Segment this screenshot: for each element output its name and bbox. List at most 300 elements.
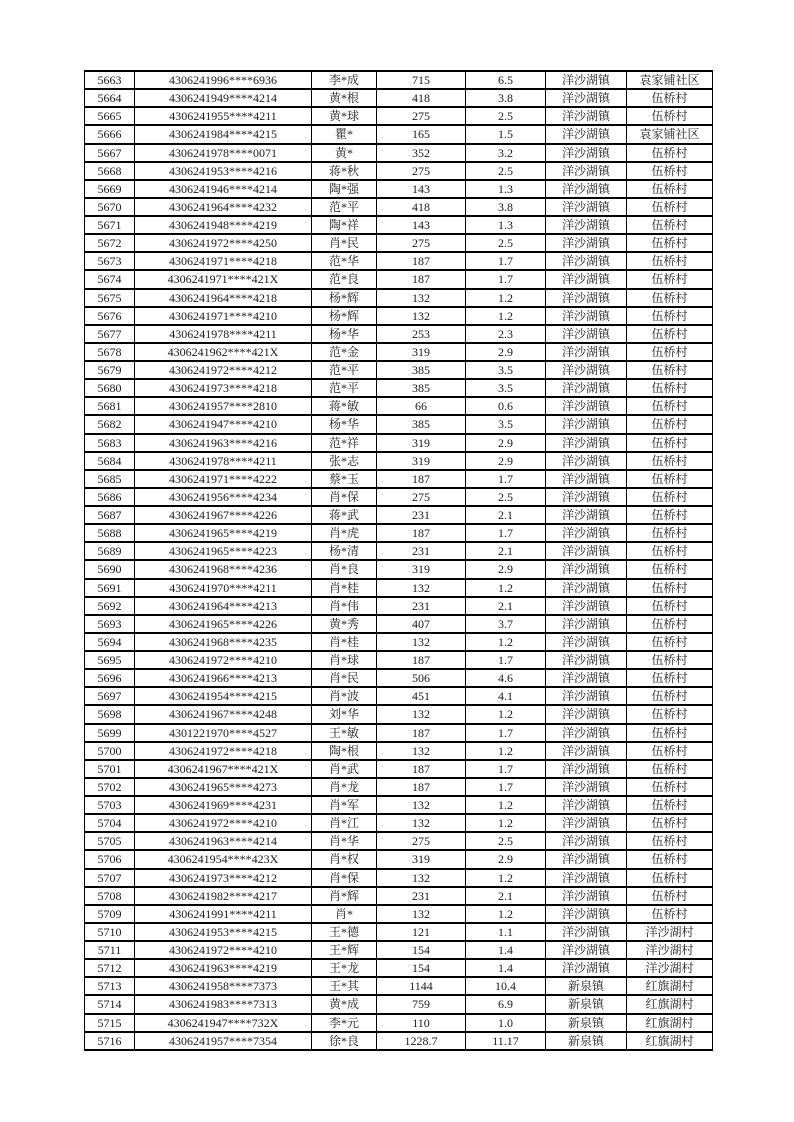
cell-id-number: 4306241954****423X xyxy=(135,850,312,868)
cell-name: 陶*根 xyxy=(312,742,377,760)
cell-id-number: 4306241983****7313 xyxy=(135,995,312,1013)
cell-village: 红旗湖村 xyxy=(627,1032,713,1050)
cell-seq: 5700 xyxy=(85,742,135,760)
cell-seq: 5710 xyxy=(85,923,135,941)
cell-amount: 275 xyxy=(377,234,466,252)
cell-town: 洋沙湖镇 xyxy=(546,705,627,723)
cell-id-number: 4306241948****4219 xyxy=(135,216,312,234)
cell-rate: 1.2 xyxy=(466,705,546,723)
cell-name: 王*其 xyxy=(312,977,377,995)
cell-seq: 5684 xyxy=(85,452,135,470)
table-row xyxy=(85,361,713,379)
cell-seq: 5703 xyxy=(85,796,135,814)
cell-amount: 132 xyxy=(377,579,466,597)
cell-town: 洋沙湖镇 xyxy=(546,941,627,959)
cell-name: 肖*龙 xyxy=(312,778,377,796)
cell-rate: 2.1 xyxy=(466,887,546,905)
cell-rate: 2.5 xyxy=(466,832,546,850)
cell-name: 李*成 xyxy=(312,71,377,89)
cell-seq: 5704 xyxy=(85,814,135,832)
cell-seq: 5665 xyxy=(85,107,135,125)
cell-rate: 2.5 xyxy=(466,162,546,180)
cell-id-number: 4306241972****4210 xyxy=(135,941,312,959)
cell-name: 王*龙 xyxy=(312,959,377,977)
cell-amount: 132 xyxy=(377,742,466,760)
cell-village: 袁家铺社区 xyxy=(627,71,713,89)
cell-amount: 132 xyxy=(377,869,466,887)
cell-town: 洋沙湖镇 xyxy=(546,307,627,325)
cell-town: 洋沙湖镇 xyxy=(546,379,627,397)
cell-rate: 3.2 xyxy=(466,144,546,162)
beneficiary-table xyxy=(84,70,713,1051)
cell-rate: 1.2 xyxy=(466,814,546,832)
cell-amount: 418 xyxy=(377,198,466,216)
cell-town: 洋沙湖镇 xyxy=(546,597,627,615)
table-row xyxy=(85,742,713,760)
cell-rate: 2.9 xyxy=(466,434,546,452)
cell-village: 伍桥村 xyxy=(627,89,713,107)
cell-town: 洋沙湖镇 xyxy=(546,869,627,887)
cell-name: 肖*江 xyxy=(312,814,377,832)
cell-amount: 319 xyxy=(377,452,466,470)
cell-seq: 5686 xyxy=(85,488,135,506)
cell-town: 洋沙湖镇 xyxy=(546,144,627,162)
cell-id-number: 4306241996****6936 xyxy=(135,71,312,89)
cell-village: 伍桥村 xyxy=(627,651,713,669)
cell-seq: 5677 xyxy=(85,325,135,343)
cell-name: 王*辉 xyxy=(312,941,377,959)
cell-name: 肖*武 xyxy=(312,760,377,778)
cell-town: 洋沙湖镇 xyxy=(546,415,627,433)
table-row xyxy=(85,850,713,868)
cell-name: 黄*成 xyxy=(312,995,377,1013)
table-row xyxy=(85,724,713,742)
cell-name: 范*华 xyxy=(312,252,377,270)
cell-village: 袁家铺社区 xyxy=(627,125,713,143)
cell-rate: 1.7 xyxy=(466,524,546,542)
cell-seq: 5672 xyxy=(85,234,135,252)
cell-id-number: 4306241978****4211 xyxy=(135,325,312,343)
cell-seq: 5712 xyxy=(85,959,135,977)
cell-id-number: 4306241964****4218 xyxy=(135,289,312,307)
table-row xyxy=(85,959,713,977)
cell-id-number: 4306241972****4210 xyxy=(135,814,312,832)
cell-amount: 187 xyxy=(377,724,466,742)
cell-seq: 5716 xyxy=(85,1032,135,1050)
cell-seq: 5696 xyxy=(85,669,135,687)
cell-name: 范*祥 xyxy=(312,434,377,452)
cell-village: 伍桥村 xyxy=(627,234,713,252)
cell-rate: 6.5 xyxy=(466,71,546,89)
cell-id-number: 4306241972****4250 xyxy=(135,234,312,252)
table-row xyxy=(85,869,713,887)
cell-id-number: 4306241970****4211 xyxy=(135,579,312,597)
cell-village: 红旗湖村 xyxy=(627,977,713,995)
cell-rate: 2.5 xyxy=(466,234,546,252)
table-row xyxy=(85,615,713,633)
cell-seq: 5694 xyxy=(85,633,135,651)
cell-village: 伍桥村 xyxy=(627,615,713,633)
table-body xyxy=(85,71,713,1050)
cell-town: 洋沙湖镇 xyxy=(546,887,627,905)
cell-village: 伍桥村 xyxy=(627,760,713,778)
cell-name: 黄* xyxy=(312,144,377,162)
cell-rate: 1.3 xyxy=(466,180,546,198)
table-row xyxy=(85,1032,713,1050)
cell-name: 杨*辉 xyxy=(312,307,377,325)
cell-seq: 5715 xyxy=(85,1014,135,1032)
cell-town: 新泉镇 xyxy=(546,1014,627,1032)
cell-name: 蒋*敏 xyxy=(312,397,377,415)
cell-village: 红旗湖村 xyxy=(627,1014,713,1032)
table-row xyxy=(85,887,713,905)
cell-name: 王*敏 xyxy=(312,724,377,742)
cell-amount: 132 xyxy=(377,814,466,832)
cell-seq: 5699 xyxy=(85,724,135,742)
cell-id-number: 4306241965****4219 xyxy=(135,524,312,542)
table-row xyxy=(85,89,713,107)
cell-amount: 154 xyxy=(377,941,466,959)
cell-village: 洋沙湖村 xyxy=(627,941,713,959)
cell-name: 杨*辉 xyxy=(312,289,377,307)
cell-amount: 143 xyxy=(377,180,466,198)
cell-rate: 6.9 xyxy=(466,995,546,1013)
cell-seq: 5667 xyxy=(85,144,135,162)
table-row xyxy=(85,1014,713,1032)
cell-name: 肖*良 xyxy=(312,560,377,578)
cell-name: 瞿* xyxy=(312,125,377,143)
cell-rate: 2.9 xyxy=(466,343,546,361)
cell-town: 洋沙湖镇 xyxy=(546,289,627,307)
cell-rate: 4.6 xyxy=(466,669,546,687)
cell-id-number: 4306241972****4210 xyxy=(135,651,312,669)
cell-name: 王*德 xyxy=(312,923,377,941)
table-row xyxy=(85,107,713,125)
cell-rate: 3.5 xyxy=(466,379,546,397)
cell-town: 洋沙湖镇 xyxy=(546,633,627,651)
cell-rate: 0.6 xyxy=(466,397,546,415)
cell-amount: 165 xyxy=(377,125,466,143)
cell-amount: 132 xyxy=(377,289,466,307)
cell-amount: 759 xyxy=(377,995,466,1013)
table-row xyxy=(85,307,713,325)
cell-amount: 231 xyxy=(377,542,466,560)
cell-amount: 418 xyxy=(377,89,466,107)
cell-id-number: 4306241946****4214 xyxy=(135,180,312,198)
cell-seq: 5671 xyxy=(85,216,135,234)
cell-rate: 1.2 xyxy=(466,289,546,307)
cell-amount: 275 xyxy=(377,832,466,850)
cell-rate: 2.9 xyxy=(466,560,546,578)
cell-town: 洋沙湖镇 xyxy=(546,270,627,288)
table-row xyxy=(85,252,713,270)
table-row xyxy=(85,506,713,524)
cell-id-number: 4306241965****4273 xyxy=(135,778,312,796)
table-row xyxy=(85,234,713,252)
cell-village: 伍桥村 xyxy=(627,524,713,542)
cell-amount: 275 xyxy=(377,488,466,506)
cell-amount: 132 xyxy=(377,796,466,814)
cell-village: 伍桥村 xyxy=(627,742,713,760)
cell-seq: 5682 xyxy=(85,415,135,433)
cell-id-number: 4306241971****4218 xyxy=(135,252,312,270)
cell-rate: 3.5 xyxy=(466,361,546,379)
cell-seq: 5708 xyxy=(85,887,135,905)
cell-name: 肖*辉 xyxy=(312,887,377,905)
cell-village: 伍桥村 xyxy=(627,869,713,887)
cell-seq: 5673 xyxy=(85,252,135,270)
cell-seq: 5714 xyxy=(85,995,135,1013)
cell-id-number: 4306241963****4216 xyxy=(135,434,312,452)
cell-town: 洋沙湖镇 xyxy=(546,832,627,850)
cell-id-number: 4306241978****4211 xyxy=(135,452,312,470)
cell-name: 范*金 xyxy=(312,343,377,361)
cell-name: 肖*权 xyxy=(312,850,377,868)
table-row xyxy=(85,452,713,470)
cell-town: 洋沙湖镇 xyxy=(546,850,627,868)
cell-id-number: 4306241966****4213 xyxy=(135,669,312,687)
cell-seq: 5669 xyxy=(85,180,135,198)
cell-seq: 5706 xyxy=(85,850,135,868)
cell-village: 伍桥村 xyxy=(627,452,713,470)
cell-id-number: 4306241969****4231 xyxy=(135,796,312,814)
cell-id-number: 4306241973****4212 xyxy=(135,869,312,887)
table-row xyxy=(85,415,713,433)
cell-rate: 2.5 xyxy=(466,488,546,506)
cell-rate: 2.1 xyxy=(466,597,546,615)
cell-seq: 5685 xyxy=(85,470,135,488)
cell-town: 新泉镇 xyxy=(546,1032,627,1050)
cell-amount: 319 xyxy=(377,850,466,868)
cell-id-number: 4306241968****4236 xyxy=(135,560,312,578)
cell-rate: 2.1 xyxy=(466,542,546,560)
cell-village: 伍桥村 xyxy=(627,180,713,198)
cell-rate: 4.1 xyxy=(466,687,546,705)
cell-id-number: 4306241957****2810 xyxy=(135,397,312,415)
table-row xyxy=(85,705,713,723)
cell-amount: 1228.7 xyxy=(377,1032,466,1050)
cell-village: 伍桥村 xyxy=(627,470,713,488)
cell-seq: 5674 xyxy=(85,270,135,288)
cell-village: 伍桥村 xyxy=(627,597,713,615)
cell-seq: 5697 xyxy=(85,687,135,705)
cell-amount: 187 xyxy=(377,470,466,488)
cell-id-number: 4306241971****421X xyxy=(135,270,312,288)
table-row xyxy=(85,687,713,705)
cell-seq: 5711 xyxy=(85,941,135,959)
cell-amount: 1144 xyxy=(377,977,466,995)
cell-name: 肖* xyxy=(312,905,377,923)
cell-id-number: 4306241949****4214 xyxy=(135,89,312,107)
cell-amount: 451 xyxy=(377,687,466,705)
cell-seq: 5678 xyxy=(85,343,135,361)
cell-town: 新泉镇 xyxy=(546,977,627,995)
cell-id-number: 4306241991****4211 xyxy=(135,905,312,923)
cell-seq: 5691 xyxy=(85,579,135,597)
cell-seq: 5692 xyxy=(85,597,135,615)
cell-amount: 352 xyxy=(377,144,466,162)
cell-town: 洋沙湖镇 xyxy=(546,397,627,415)
cell-id-number: 4306241972****4218 xyxy=(135,742,312,760)
cell-seq: 5688 xyxy=(85,524,135,542)
cell-amount: 506 xyxy=(377,669,466,687)
cell-village: 伍桥村 xyxy=(627,488,713,506)
cell-amount: 132 xyxy=(377,307,466,325)
cell-amount: 187 xyxy=(377,524,466,542)
cell-name: 蔡*玉 xyxy=(312,470,377,488)
cell-amount: 132 xyxy=(377,905,466,923)
cell-rate: 11.17 xyxy=(466,1032,546,1050)
cell-amount: 275 xyxy=(377,107,466,125)
table-row xyxy=(85,71,713,89)
cell-rate: 1.1 xyxy=(466,923,546,941)
table-row xyxy=(85,579,713,597)
cell-rate: 1.5 xyxy=(466,125,546,143)
cell-village: 伍桥村 xyxy=(627,905,713,923)
cell-name: 陶*祥 xyxy=(312,216,377,234)
table-row xyxy=(85,470,713,488)
cell-name: 肖*民 xyxy=(312,669,377,687)
cell-id-number: 4306241967****421X xyxy=(135,760,312,778)
cell-village: 伍桥村 xyxy=(627,814,713,832)
cell-seq: 5713 xyxy=(85,977,135,995)
cell-village: 伍桥村 xyxy=(627,325,713,343)
cell-amount: 715 xyxy=(377,71,466,89)
cell-town: 洋沙湖镇 xyxy=(546,71,627,89)
cell-town: 洋沙湖镇 xyxy=(546,579,627,597)
cell-town: 洋沙湖镇 xyxy=(546,724,627,742)
cell-village: 伍桥村 xyxy=(627,850,713,868)
cell-name: 肖*球 xyxy=(312,651,377,669)
cell-id-number: 4306241956****4234 xyxy=(135,488,312,506)
cell-rate: 1.2 xyxy=(466,742,546,760)
cell-seq: 5670 xyxy=(85,198,135,216)
cell-seq: 5689 xyxy=(85,542,135,560)
cell-town: 洋沙湖镇 xyxy=(546,778,627,796)
cell-seq: 5668 xyxy=(85,162,135,180)
cell-town: 洋沙湖镇 xyxy=(546,252,627,270)
cell-rate: 1.2 xyxy=(466,796,546,814)
cell-town: 洋沙湖镇 xyxy=(546,814,627,832)
cell-id-number: 4306241958****7373 xyxy=(135,977,312,995)
cell-town: 洋沙湖镇 xyxy=(546,560,627,578)
table-row xyxy=(85,180,713,198)
cell-amount: 231 xyxy=(377,597,466,615)
cell-id-number: 4306241967****4226 xyxy=(135,506,312,524)
cell-village: 伍桥村 xyxy=(627,307,713,325)
cell-amount: 132 xyxy=(377,705,466,723)
cell-amount: 187 xyxy=(377,760,466,778)
cell-name: 杨*华 xyxy=(312,325,377,343)
cell-id-number: 4306241972****4212 xyxy=(135,361,312,379)
cell-id-number: 4306241953****4215 xyxy=(135,923,312,941)
cell-rate: 1.2 xyxy=(466,869,546,887)
cell-id-number: 4306241954****4215 xyxy=(135,687,312,705)
cell-village: 红旗湖村 xyxy=(627,995,713,1013)
cell-rate: 1.7 xyxy=(466,470,546,488)
cell-id-number: 4306241964****4213 xyxy=(135,597,312,615)
cell-village: 伍桥村 xyxy=(627,434,713,452)
cell-village: 伍桥村 xyxy=(627,687,713,705)
cell-rate: 1.7 xyxy=(466,651,546,669)
cell-seq: 5679 xyxy=(85,361,135,379)
table-row xyxy=(85,343,713,361)
cell-seq: 5693 xyxy=(85,615,135,633)
cell-amount: 187 xyxy=(377,252,466,270)
cell-amount: 319 xyxy=(377,560,466,578)
cell-town: 洋沙湖镇 xyxy=(546,125,627,143)
table-row xyxy=(85,597,713,615)
cell-id-number: 4301221970****4527 xyxy=(135,724,312,742)
cell-name: 肖*波 xyxy=(312,687,377,705)
cell-seq: 5702 xyxy=(85,778,135,796)
cell-village: 伍桥村 xyxy=(627,361,713,379)
cell-id-number: 4306241971****4222 xyxy=(135,470,312,488)
cell-amount: 187 xyxy=(377,270,466,288)
cell-name: 肖*虎 xyxy=(312,524,377,542)
table-row xyxy=(85,633,713,651)
cell-village: 伍桥村 xyxy=(627,397,713,415)
cell-village: 伍桥村 xyxy=(627,270,713,288)
cell-town: 洋沙湖镇 xyxy=(546,651,627,669)
cell-rate: 2.9 xyxy=(466,452,546,470)
cell-name: 蒋*武 xyxy=(312,506,377,524)
cell-amount: 231 xyxy=(377,887,466,905)
cell-town: 洋沙湖镇 xyxy=(546,488,627,506)
cell-rate: 1.0 xyxy=(466,1014,546,1032)
cell-town: 洋沙湖镇 xyxy=(546,959,627,977)
cell-village: 伍桥村 xyxy=(627,724,713,742)
cell-village: 伍桥村 xyxy=(627,144,713,162)
cell-rate: 1.3 xyxy=(466,216,546,234)
cell-seq: 5701 xyxy=(85,760,135,778)
cell-rate: 3.8 xyxy=(466,198,546,216)
cell-town: 洋沙湖镇 xyxy=(546,361,627,379)
cell-rate: 3.8 xyxy=(466,89,546,107)
cell-amount: 253 xyxy=(377,325,466,343)
cell-id-number: 4306241968****4235 xyxy=(135,633,312,651)
cell-town: 洋沙湖镇 xyxy=(546,669,627,687)
cell-name: 张*志 xyxy=(312,452,377,470)
cell-amount: 231 xyxy=(377,506,466,524)
cell-village: 伍桥村 xyxy=(627,579,713,597)
table-row xyxy=(85,669,713,687)
cell-name: 肖*华 xyxy=(312,832,377,850)
cell-name: 黄*秀 xyxy=(312,615,377,633)
cell-id-number: 4306241947****4210 xyxy=(135,415,312,433)
cell-name: 肖*桂 xyxy=(312,633,377,651)
cell-town: 洋沙湖镇 xyxy=(546,524,627,542)
cell-town: 洋沙湖镇 xyxy=(546,343,627,361)
cell-name: 肖*桂 xyxy=(312,579,377,597)
table-row xyxy=(85,434,713,452)
cell-village: 伍桥村 xyxy=(627,343,713,361)
cell-village: 伍桥村 xyxy=(627,289,713,307)
cell-village: 伍桥村 xyxy=(627,796,713,814)
cell-seq: 5698 xyxy=(85,705,135,723)
cell-town: 洋沙湖镇 xyxy=(546,923,627,941)
cell-id-number: 4306241971****4210 xyxy=(135,307,312,325)
cell-name: 李*元 xyxy=(312,1014,377,1032)
cell-rate: 1.7 xyxy=(466,270,546,288)
cell-seq: 5707 xyxy=(85,869,135,887)
cell-amount: 275 xyxy=(377,162,466,180)
cell-town: 洋沙湖镇 xyxy=(546,162,627,180)
cell-town: 洋沙湖镇 xyxy=(546,452,627,470)
cell-name: 刘*华 xyxy=(312,705,377,723)
cell-town: 洋沙湖镇 xyxy=(546,615,627,633)
cell-name: 肖*民 xyxy=(312,234,377,252)
